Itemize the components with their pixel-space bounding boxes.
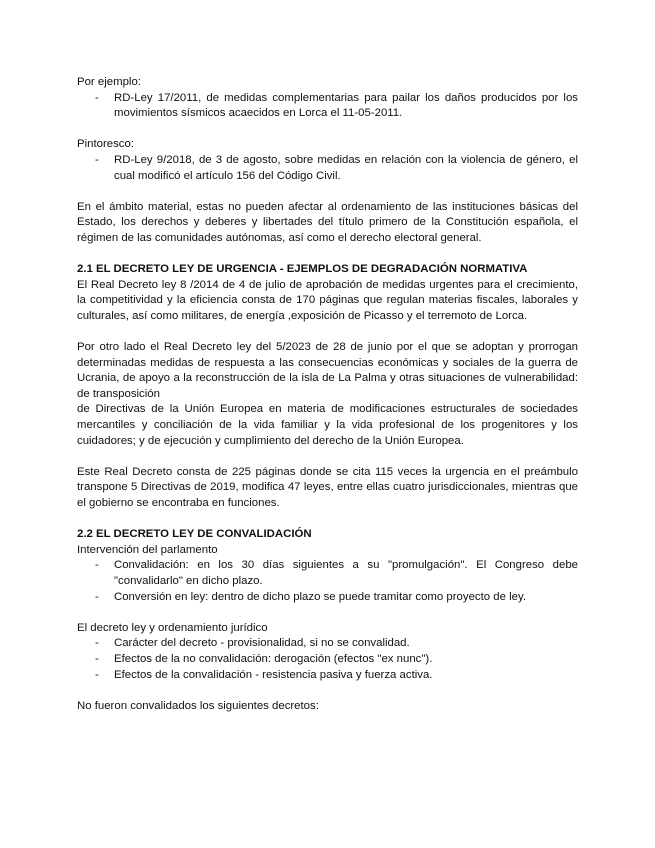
list-item: - Efectos de la convalidación - resistencia pasiva y fuerza activa. (77, 668, 578, 684)
closing-line: No fueron convalidados los siguientes decretos: (77, 699, 319, 712)
dash-bullet: - (95, 637, 99, 650)
example-list (77, 91, 578, 122)
dash-bullet: - (95, 652, 99, 665)
parlamento-intro: Intervención del parlamento (77, 543, 218, 556)
section-2-1-paragraph-1: El Real Decreto ley 8 /2014 de 4 de julio de aprobación de medidas urgentes para el crecimiento, la competitividad y la eficiencia consta de 170 páginas que regulan materias fiscales, laborales y culturales, así como militares, de energía ,exposición de Picasso y el terremoto de Lorca. (77, 278, 578, 322)
list-item: - Efectos de la no convalidación: derogación (efectos "ex nunc"). (77, 652, 578, 668)
parlamento-list (77, 558, 578, 605)
section-2-2-heading: 2.2 EL DECRETO LEY DE CONVALIDACIÓN (77, 528, 312, 541)
ambito-paragraph: En el ámbito material, estas no pueden afectar al ordenamiento de las instituciones básicas del Estado, los derechos y deberes y libertades del título primero de la Constitución española, el régimen de las comunidades autónomas, así como el derecho electoral general. (77, 200, 578, 244)
pintoresco-intro: Pintoresco: (77, 138, 134, 151)
section-2-1-paragraph-2b: de Directivas de la Unión Europea en materia de modificaciones estructurales de sociedades mercantiles y conciliación de la vida familiar y la vida profesional de los progenitores y los cuidadores; y de ejecución y cumplimiento del derecho de la Unión Europea. (77, 403, 578, 447)
ordenamiento-list (77, 636, 578, 683)
list-item: - Convalidación: en los 30 días siguientes a su "promulgación". El Congreso debe "convalidarlo" en dicho plazo. (95, 559, 578, 587)
dash-bullet: - (95, 559, 99, 572)
dash-bullet: - (95, 91, 99, 104)
list-item: - RD-Ley 17/2011, de medidas complementarias para pailar los daños producidos por los movimientos sísmicos acaecidos en Lorca el 11-05-2011. (95, 91, 578, 120)
dash-bullet: - (95, 668, 99, 681)
ordenamiento-intro: El decreto ley y ordenamiento jurídico (77, 621, 268, 634)
dash-bullet: - (95, 590, 99, 603)
list-item: - Conversión en ley: dentro de dicho plazo se puede tramitar como proyecto de ley. (77, 590, 578, 606)
section-2-1-paragraph-2a: Por otro lado el Real Decreto ley del 5/2023 de 28 de junio por el que se adoptan y prorrogan determinadas medidas de respuesta a las consecuencias económicas y sociales de la guerra de Ucrania, de apoyo a la reconstrucción de la isla de La Palma y otras situaciones de vulnerabilidad: de transposición (77, 341, 578, 400)
list-item: - RD-Ley 9/2018, de 3 de agosto, sobre medidas en relación con la violencia de género, el cual modificó el artículo 156 del Código Civil. (95, 153, 578, 182)
section-2-1-paragraph-3: Este Real Decreto consta de 225 páginas donde se cita 115 veces la urgencia en el preámbulo transpone 5 Directivas de 2019, modifica 47 leyes, entre ellas cuatro jurisdiccionales, mientras que el gobierno se encontraba en funciones. (77, 465, 578, 510)
example-intro: Por ejemplo: (77, 76, 141, 88)
document-page (77, 75, 578, 714)
list-item: - Carácter del decreto - provisionalidad, si no se convalidad. (77, 636, 578, 652)
dash-bullet: - (95, 153, 99, 166)
pintoresco-list (77, 153, 578, 184)
section-2-1-heading: 2.1 EL DECRETO LEY DE URGENCIA - EJEMPLOS DE DEGRADACIÓN NORMATIVA (77, 263, 528, 276)
